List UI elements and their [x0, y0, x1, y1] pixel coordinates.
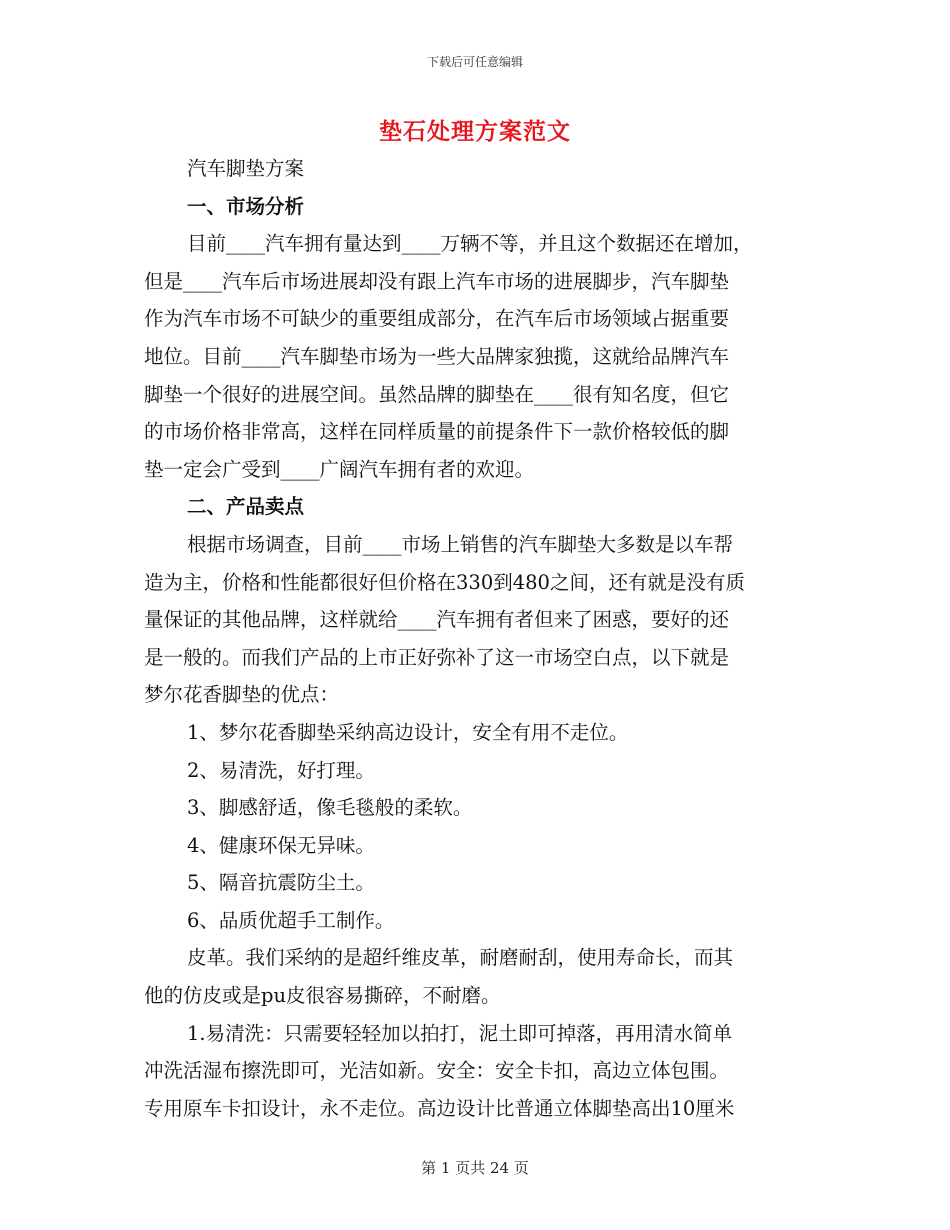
- text-line: 3、脚感舒适，像毛毯般的柔软。: [187, 796, 473, 820]
- text-line: 量保证的其他品牌，这样就给____汽车拥有者但来了困惑，要好的还: [144, 608, 730, 632]
- text-line: 4、健康环保无异味。: [187, 833, 375, 857]
- text-line: 垫一定会广受到____广阔汽车拥有者的欢迎。: [144, 457, 535, 481]
- text-line: 皮革。我们采纳的是超纤维皮革，耐磨耐刮，使用寿命长，而其: [187, 946, 734, 970]
- page-footer: 第 1 页共 24 页: [421, 1159, 529, 1177]
- text-line: 地位。目前____汽车脚垫市场为一些大品牌家独揽，这就给品牌汽车: [144, 344, 730, 368]
- document-title: 垫石处理方案范文: [379, 118, 571, 145]
- text-line: 他的仿皮或是pu皮很容易撕碎，不耐磨。: [144, 984, 501, 1008]
- section-heading: 一、市场分析: [187, 194, 305, 218]
- text-line: 梦尔花香脚垫的优点：: [144, 683, 340, 707]
- text-line: 造为主，价格和性能都很好但价格在330到480之间，还有就是没有质: [144, 570, 745, 594]
- text-line: 但是____汽车后市场进展却没有跟上汽车市场的进展脚步，汽车脚垫: [144, 269, 730, 293]
- text-line: 根据市场调查，目前____市场上销售的汽车脚垫大多数是以车帮: [187, 532, 734, 556]
- text-line: 脚垫一个很好的进展空间。虽然品牌的脚垫在____很有知名度，但它: [144, 382, 730, 406]
- section-heading: 二、产品卖点: [187, 495, 305, 519]
- page-header: 下载后可任意编辑: [426, 55, 523, 69]
- text-line: 6、品质优超手工制作。: [187, 908, 395, 932]
- text-line: 1.易清洗：只需要轻轻加以拍打，泥土即可掉落，再用清水简单: [187, 1021, 733, 1045]
- text-line: 5、隔音抗震防尘土。: [187, 871, 375, 895]
- document-body: [144, 150, 800, 1127]
- text-line: 的市场价格非常高，这样在同样质量的前提条件下一款价格较低的脚: [144, 420, 730, 444]
- text-line: 汽车脚垫方案: [187, 157, 305, 180]
- text-line: 冲洗活湿布擦洗即可，光洁如新。安全：安全卡扣，高边立体包围。: [144, 1059, 730, 1083]
- text-line: 专用原车卡扣设计，永不走位。高边设计比普通立体脚垫高出10厘米: [144, 1096, 735, 1120]
- text-line: 2、易清洗，好打理。: [187, 758, 375, 782]
- text-line: 目前____汽车拥有量达到____万辆不等，并且这个数据还在增加，: [187, 232, 753, 256]
- text-line: 1、梦尔花香脚垫采纳高边设计，安全有用不走位。: [187, 720, 629, 744]
- text-line: 是一般的。而我们产品的上市正好弥补了这一市场空白点，以下就是: [144, 645, 730, 669]
- text-line: 作为汽车市场不可缺少的重要组成部分，在汽车后市场领域占据重要: [144, 307, 730, 331]
